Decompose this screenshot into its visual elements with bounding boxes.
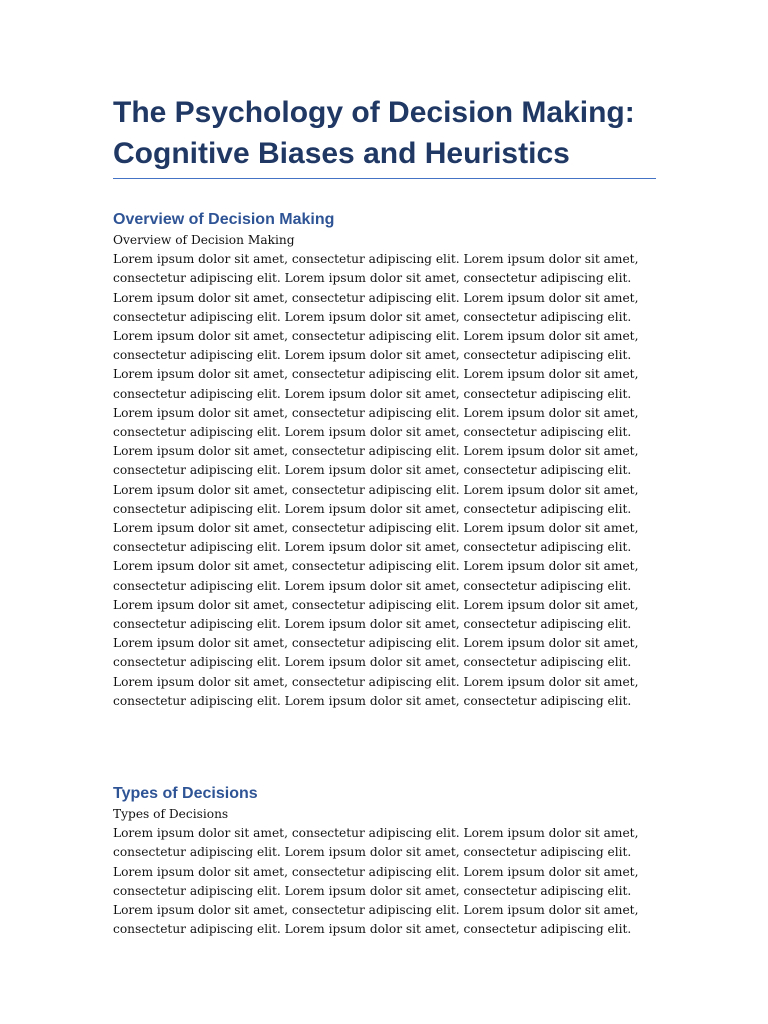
section-subtitle: Types of Decisions [113, 807, 229, 822]
section-overview [113, 209, 656, 711]
document-page [113, 92, 656, 940]
section-subtitle: Overview of Decision Making [113, 233, 295, 247]
section-body: Lorem ipsum dolor sit amet, consectetur adipiscing elit. Lorem ipsum dolor sit amet, consectetur adipiscing elit. Lorem ipsum dolor sit amet, consectetur adipiscing elit. Lorem ipsum dolor sit amet, consectetur adipiscing elit. Lorem ipsum dolor sit amet, consectetur adipiscing elit. Lorem ipsum dolor sit amet, consectetur adipiscing elit. Lorem ipsum dolor sit amet, consectetur adipiscing elit. Lorem ipsum dolor sit amet, consectetur adipiscing elit. Lorem ipsum dolor sit amet, consectetur adipiscing elit. Lorem ipsum dolor sit amet, consectetur adipiscing elit. Lorem ipsum dolor sit amet, consectetur adipiscing elit. Lorem ipsum dolor sit amet, consectetur adipiscing elit. Lorem ipsum dolor sit amet, consectetur adipiscing elit. Lorem ipsum dolor sit amet, consectetur adipiscing elit. Lorem ipsum dolor sit amet, consectetur adipiscing elit. Lorem ipsum dolor sit amet, consectetur adipiscing elit. Lorem ipsum dolor sit amet, consectetur adipiscing elit. Lorem ipsum dolor sit amet, consectetur adipiscing elit. Lorem ipsum dolor sit amet, consectetur adipiscing elit. Lorem ipsum dolor sit amet, consectetur adipiscing elit. Lorem ipsum dolor sit amet, consectetur adipiscing elit. Lorem ipsum dolor sit amet, consectetur adipiscing elit. Lorem ipsum dolor sit amet, consectetur adipiscing elit. Lorem ipsum dolor sit amet, consectetur adipiscing elit. Lorem ipsum dolor sit amet, consectetur adipiscing elit. Lorem ipsum dolor sit amet, consectetur adipiscing elit. Lorem ipsum dolor sit amet, consectetur adipiscing elit. Lorem ipsum dolor sit amet, consectetur adipiscing elit. Lorem ipsum dolor sit amet, consectetur adipiscing elit. Lorem ipsum dolor sit amet, consectetur adipiscing elit. Lorem ipsum dolor sit amet, consectetur adipiscing elit. Lorem ipsum dolor sit amet, consectetur adipiscing elit. Lorem ipsum dolor sit amet, consectetur adipiscing elit. Lorem ipsum dolor sit amet, consectetur adipiscing elit. Lorem ipsum dolor sit amet, consectetur adipiscing elit. Lorem ipsum dolor sit amet, consectetur adipiscing elit. [113, 252, 639, 708]
document-title: The Psychology of Decision Making: Cognitive Biases and Heuristics [113, 92, 656, 179]
section-heading: Types of Decisions [113, 785, 258, 803]
section-body: Lorem ipsum dolor sit amet, consectetur adipiscing elit. Lorem ipsum dolor sit amet, consectetur adipiscing elit. Lorem ipsum dolor sit amet, consectetur adipiscing elit. Lorem ipsum dolor sit amet, consectetur adipiscing elit. Lorem ipsum dolor sit amet, consectetur adipiscing elit. Lorem ipsum dolor sit amet, consectetur adipiscing elit. Lorem ipsum dolor sit amet, consectetur adipiscing elit. Lorem ipsum dolor sit amet, consectetur adipiscing elit. Lorem ipsum dolor sit amet, consectetur adipiscing elit. [113, 826, 639, 937]
section-types [113, 783, 656, 939]
section-heading: Overview of Decision Making [113, 211, 335, 228]
